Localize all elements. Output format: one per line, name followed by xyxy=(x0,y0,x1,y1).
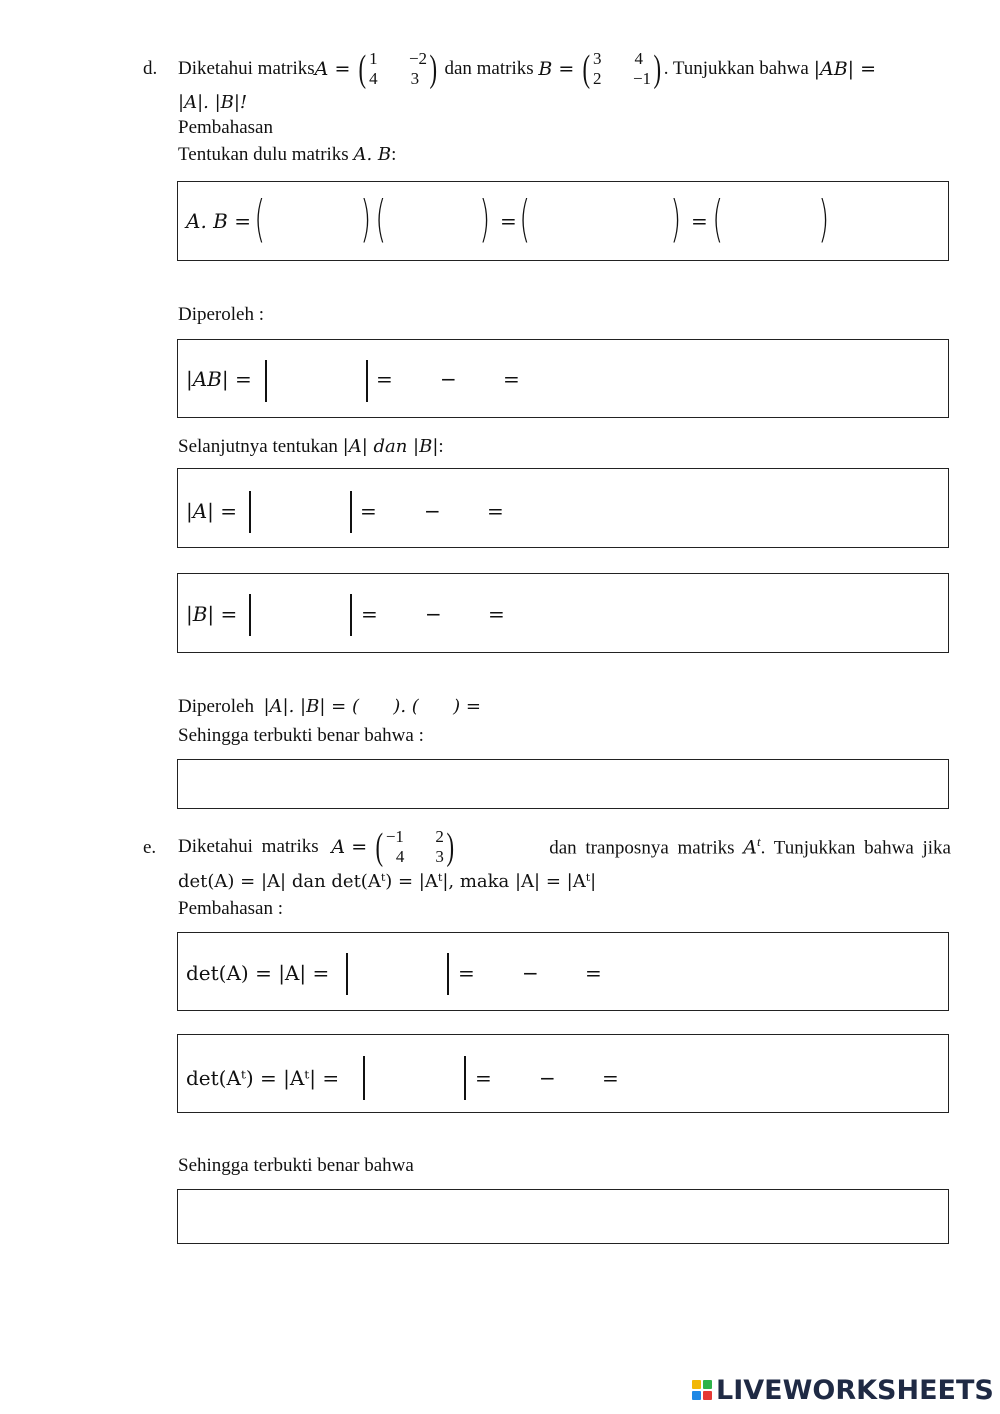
left-paren: ( xyxy=(375,190,387,248)
diperoleh-2 xyxy=(178,696,481,718)
problem-d-mid: dan matriks xyxy=(439,58,539,79)
det-ab-term1-input[interactable] xyxy=(396,364,442,398)
problem-e-statement xyxy=(178,822,951,872)
problem-d-tail: . Tunjukkan bahwa xyxy=(663,58,814,79)
box-label: det(A) = |A| = xyxy=(186,961,330,985)
answer-box-conclusion-e xyxy=(177,1189,949,1244)
det-bar-left xyxy=(265,360,267,402)
equals-sign: = xyxy=(500,209,517,233)
right-paren: ) xyxy=(360,190,372,248)
det-bar-right xyxy=(464,1056,466,1100)
matrix-a-cell: 3 xyxy=(435,847,444,866)
logo-square xyxy=(692,1380,701,1389)
equals-sign: = xyxy=(345,836,374,858)
step2-label: Selanjutnya tentukan xyxy=(178,436,343,457)
det-ab-result-input[interactable] xyxy=(523,364,587,398)
matrix-b-label: B xyxy=(538,58,553,80)
equals-sign: = xyxy=(360,499,377,523)
matrix-a-cell: −1 xyxy=(385,827,404,846)
equals-sign: = xyxy=(458,961,475,985)
det-at-result-input[interactable] xyxy=(622,1063,686,1097)
equals-sign: = xyxy=(361,602,378,626)
det-b-result-input[interactable] xyxy=(508,599,572,633)
equals-sign: = xyxy=(328,58,357,80)
equals-sign: = xyxy=(503,367,520,391)
matrix-b xyxy=(593,49,651,89)
transpose-superscript: t xyxy=(756,834,761,850)
answer-box-det-at xyxy=(177,1034,949,1113)
det-at-matrix-input[interactable] xyxy=(368,1056,464,1102)
det-ab-term2-input[interactable] xyxy=(458,364,504,398)
det-bar-left xyxy=(249,594,251,636)
box-label: |A| = xyxy=(186,499,238,523)
det-bar-right xyxy=(350,594,352,636)
problem-d-intro: Diketahui matriks xyxy=(178,58,315,79)
transpose-label: A xyxy=(743,836,757,859)
det-b-matrix-input[interactable] xyxy=(254,594,350,638)
left-paren: ( xyxy=(712,190,724,248)
box-label: |AB| = xyxy=(186,367,252,391)
claim-ab: |AB| = xyxy=(813,58,877,80)
answer-box-det-ab xyxy=(177,339,949,418)
matrix-a-e xyxy=(386,827,444,867)
sehingga-d: Sehingga terbukti benar bahwa : xyxy=(178,725,424,746)
step1-colon: : xyxy=(391,144,397,165)
matrix-a-cell: 3 xyxy=(410,69,420,88)
minus-sign: − xyxy=(522,961,539,985)
answer-box-det-a-e xyxy=(177,932,949,1011)
right-paren: ) xyxy=(479,190,491,248)
ab-factor-b-input[interactable] xyxy=(391,200,481,244)
conclusion-e-input[interactable] xyxy=(188,1198,932,1236)
matrix-a-cell: 2 xyxy=(435,827,444,846)
problem-e-tail: dan tranposnya matriks xyxy=(544,837,744,859)
matrix-a xyxy=(369,49,427,89)
matrix-a-cell: −2 xyxy=(408,49,428,68)
det-a-e-term2-input[interactable] xyxy=(540,958,586,992)
problem-e-tail2: . Tunjukkan bahwa jika xyxy=(760,837,951,859)
box-label: det(Aᵗ) = |Aᵗ| = xyxy=(186,1066,340,1090)
right-paren: ) xyxy=(653,48,662,90)
equals-sign: = xyxy=(602,1066,619,1090)
problem-e-tail-group xyxy=(544,834,951,859)
det-ab-matrix-input[interactable] xyxy=(270,360,366,404)
det-a-term1-input[interactable] xyxy=(380,496,426,530)
left-paren: ( xyxy=(254,190,266,248)
det-bar-left xyxy=(346,953,348,995)
det-b-term1-input[interactable] xyxy=(381,599,427,633)
problem-e-left xyxy=(178,825,456,869)
equals-sign: = xyxy=(691,209,708,233)
logo-square xyxy=(703,1391,712,1400)
conclusion-d-input[interactable] xyxy=(188,766,932,804)
step2-text xyxy=(178,436,444,458)
equals-sign: = xyxy=(585,961,602,985)
claim-a-b: |A|. |B|! xyxy=(178,92,248,113)
matrix-b-cell: 2 xyxy=(593,69,602,88)
problem-e-condition: det(A) = |A| dan det(Aᵗ) = |Aᵗ|, maka |A| = |Aᵗ| xyxy=(178,871,597,892)
right-paren: ) xyxy=(818,190,830,248)
det-a-matrix-input[interactable] xyxy=(254,491,350,535)
matrix-a-label: A xyxy=(331,836,346,858)
problem-d-statement xyxy=(178,44,876,94)
left-paren: ( xyxy=(375,826,384,868)
pembahasan-d: Pembahasan xyxy=(178,117,273,138)
logo-text: LIVEWORKSHEETS xyxy=(716,1374,994,1406)
det-bar-left xyxy=(363,1056,365,1100)
step2-colon: : xyxy=(438,436,444,457)
box-label: A. B = xyxy=(186,209,251,233)
minus-sign: − xyxy=(424,499,441,523)
left-paren: ( xyxy=(358,48,367,90)
det-at-term1-input[interactable] xyxy=(495,1063,541,1097)
problem-e-intro: Diketahui matriks xyxy=(178,836,328,857)
det-bar-left xyxy=(249,491,251,533)
matrix-b-cell: −1 xyxy=(632,69,652,88)
liveworksheets-logo xyxy=(692,1372,994,1408)
minus-sign: − xyxy=(425,602,442,626)
right-paren: ) xyxy=(670,190,682,248)
pembahasan-e: Pembahasan : xyxy=(178,898,284,919)
matrix-b-cell: 4 xyxy=(634,49,644,68)
ab-product-result-input[interactable] xyxy=(728,200,820,244)
problem-d-letter: d. xyxy=(143,58,158,79)
det-b-term2-input[interactable] xyxy=(443,599,489,633)
det-a-e-term1-input[interactable] xyxy=(478,958,524,992)
right-paren: ) xyxy=(446,826,454,868)
equals-sign: = xyxy=(488,602,505,626)
det-a-e-matrix-input[interactable] xyxy=(351,953,447,997)
step1-text xyxy=(178,144,396,166)
det-a-e-result-input[interactable] xyxy=(605,958,669,992)
left-paren: ( xyxy=(519,190,531,248)
logo-square xyxy=(703,1380,712,1389)
det-bar-right xyxy=(447,953,449,995)
det-bar-right xyxy=(366,360,368,402)
equals-sign: = xyxy=(475,1066,492,1090)
minus-sign: − xyxy=(440,367,457,391)
step1-math: A. B xyxy=(353,144,392,165)
answer-box-det-b xyxy=(177,573,949,653)
left-paren: ( xyxy=(582,48,591,90)
step2-math: |A| dan |B| xyxy=(342,436,439,457)
matrix-a-cell: 4 xyxy=(395,847,405,866)
logo-mark-icon xyxy=(692,1380,712,1400)
matrix-a-label: A xyxy=(314,58,329,80)
equals-sign: = xyxy=(376,367,393,391)
matrix-b-cell: 3 xyxy=(593,49,602,68)
equals-sign: = xyxy=(487,499,504,523)
matrix-a-cell: 4 xyxy=(369,69,378,88)
problem-e-letter: e. xyxy=(143,837,157,858)
det-a-result-input[interactable] xyxy=(507,496,571,530)
diperoleh-2-label: Diperoleh xyxy=(178,696,264,717)
product-of-dets: |A|. |B| = ( ). ( ) = xyxy=(263,696,481,717)
answer-box-ab-matrix xyxy=(177,181,949,261)
answer-box-conclusion-d xyxy=(177,759,949,809)
diperoleh-1: Diperoleh : xyxy=(178,304,265,325)
det-at-term2-input[interactable] xyxy=(557,1063,603,1097)
step1-label: Tentukan dulu matriks xyxy=(178,144,354,165)
equals-sign: = xyxy=(552,58,581,80)
ab-product-expanded-input[interactable] xyxy=(535,200,673,244)
box-label: |B| = xyxy=(186,602,238,626)
det-bar-right xyxy=(350,491,352,533)
right-paren: ) xyxy=(429,48,438,90)
minus-sign: − xyxy=(539,1066,556,1090)
logo-square xyxy=(692,1391,701,1400)
ab-factor-a-input[interactable] xyxy=(270,200,364,244)
matrix-a-cell: 1 xyxy=(369,49,378,68)
det-a-term2-input[interactable] xyxy=(442,496,488,530)
sehingga-e: Sehingga terbukti benar bahwa xyxy=(178,1155,414,1176)
answer-box-det-a xyxy=(177,468,949,548)
